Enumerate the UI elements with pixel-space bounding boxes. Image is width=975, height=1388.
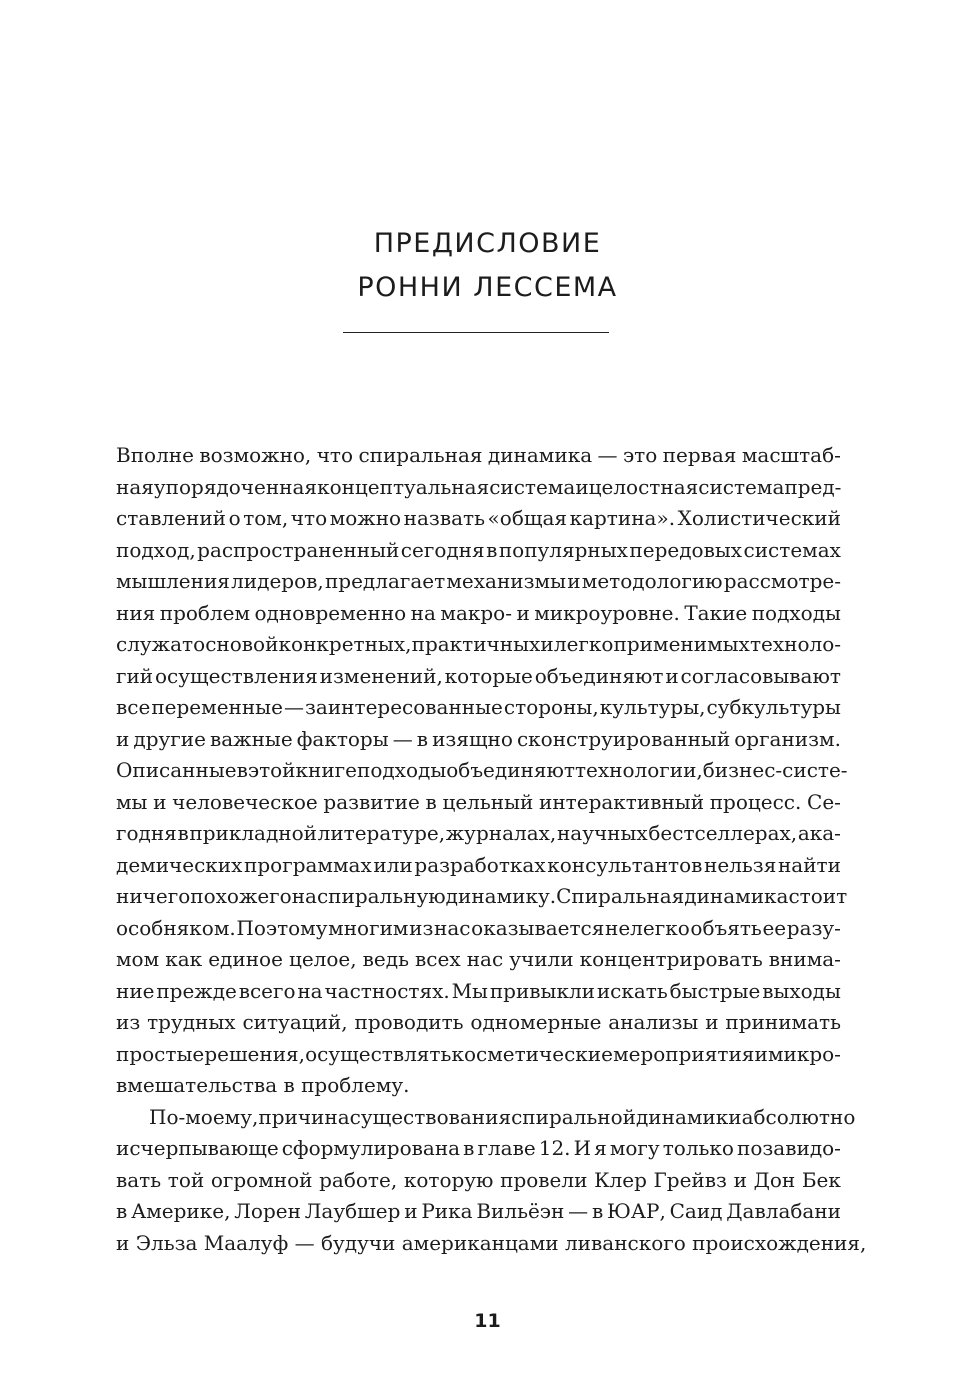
paragraph-1-line: ние прежде всего на частностях. Мы привыкли искать быстрые выходы (116, 978, 841, 1003)
paragraph-1-line: мом как единое целое, ведь всех нас учили концентрировать внима- (116, 947, 841, 971)
paragraph-1-line: демических программах или разработках консультантов нельзя найти (116, 852, 841, 877)
chapter-title-line-2: РОННИ ЛЕССЕМА (357, 272, 618, 303)
paragraph-1-line: ничего похожего на спиральную динамику. Спиральная динамика стоит (116, 884, 848, 908)
paragraph-1-line: мы и человеческое развитие в цельный интерактивный процесс. Се- (116, 789, 841, 814)
paragraph-1-line: служат основой конкретных, практичных и легко применимых техноло- (116, 632, 841, 656)
paragraph-1-line: подход, распространенный сегодня в популярных передовых системах (116, 537, 841, 562)
paragraph-1-line: из трудных ситуаций, проводить одномерные анализы и принимать (116, 1010, 841, 1034)
paragraph-2-line: По-моему, причина существования спиральной динамики абсолютно (149, 1104, 856, 1129)
page-number: 11 (474, 1310, 501, 1332)
paragraph-1-line: особняком. Поэтому многим из нас оказывается нелегко объять ее разу- (116, 915, 841, 940)
paragraph-1-line: ния проблем одновременно на макро- и микроуровне. Такие подходы (116, 600, 841, 625)
chapter-title-line-1: ПРЕДИСЛОВИЕ (373, 228, 602, 259)
paragraph-2-line: вать той огромной работе, которую провели Клер Грейвз и Дон Бек (116, 1167, 841, 1192)
paragraph-2-line: и Эльза Маалуф — будучи американцами ливанского происхождения, (116, 1230, 867, 1255)
title-divider (343, 332, 609, 333)
paragraph-1-line: Вполне возможно, что спиральная динамика — это первая масштаб- (116, 443, 841, 467)
paragraph-1-line: простые решения, осуществлять косметические мероприятия и микро- (116, 1041, 841, 1066)
paragraph-1-line: ставлений о том, что можно назвать «общая картина». Холистический (116, 506, 841, 530)
paragraph-1-line: гий осуществления изменений, которые объединяют и согласовывают (116, 663, 841, 688)
paragraph-1-line: мышления лидеров, предлагает механизмы и методологию рассмотре- (116, 569, 841, 593)
paragraph-1-line: ная упорядоченная концептуальная система и целостная система пред- (116, 474, 842, 499)
paragraph-1-line: Описанные в этой книге подходы объединяют технологии, бизнес-систе- (116, 758, 848, 782)
paragraph-1-line: и другие важные факторы — в изящно сконструированный организм. (116, 726, 841, 751)
paragraph-2-line: исчерпывающе сформулирована в главе 12. И я могу только позавидо- (116, 1136, 841, 1160)
paragraph-1-line: вмешательства в проблему. (116, 1073, 410, 1097)
body-text (116, 440, 867, 1259)
paragraph-1-line: годня в прикладной литературе, журналах, научных бестселлерах, ака- (116, 821, 841, 845)
paragraph-1-line: все переменные — заинтересованные стороны, культуры, субкультуры (116, 695, 841, 719)
paragraph-2-line: в Америке, Лорен Лаубшер и Рика Вильёэн — в ЮАР, Саид Давлабани (116, 1199, 841, 1223)
